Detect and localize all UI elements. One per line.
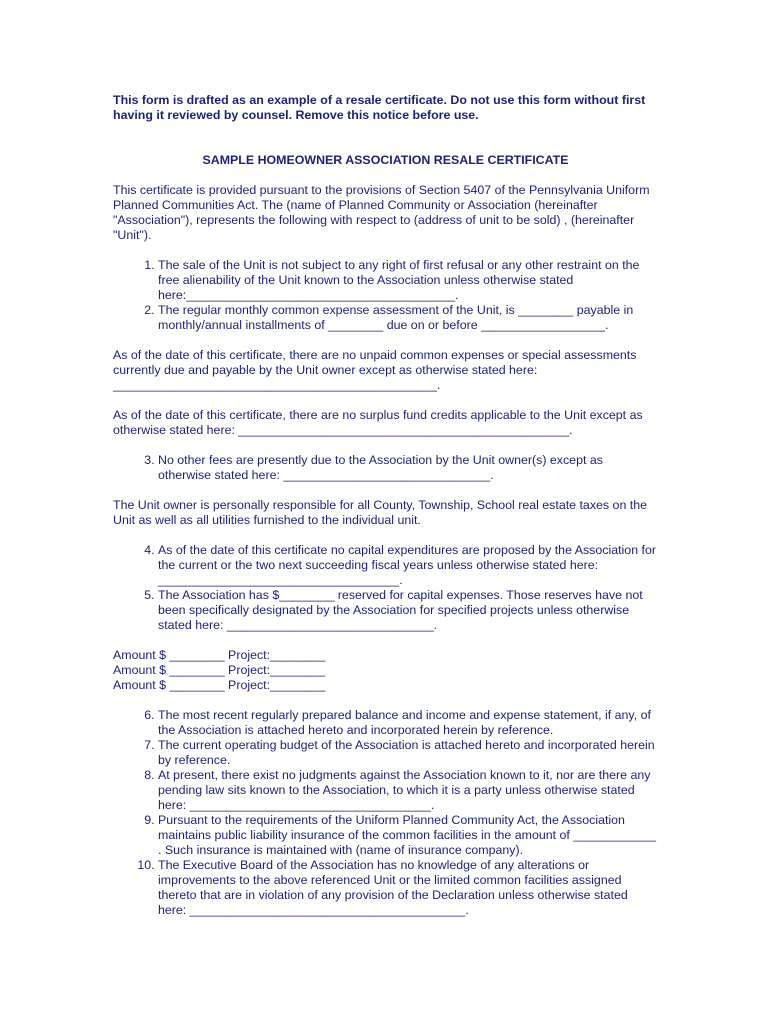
draft-notice: This form is drafted as an example of a resale certificate. Do not use this form without first having it reviewed by counsel. Remove this notice before use.: [113, 93, 646, 122]
unpaid-expenses-paragraph: As of the date of this certificate, there are no unpaid common expenses or special assessments currently due and payable by the Unit owner except as otherwise stated here: _______________________________________________.: [113, 348, 637, 392]
list-item-1: 1. The sale of the Unit is not subject to any right of first refusal or any other restraint on the free alienability of the Unit known to the Association unless otherwise stated here:_______________________________________.: [158, 258, 658, 303]
amount-project-lines: [113, 648, 658, 693]
list-section-2: [113, 453, 658, 483]
list-section-3: [113, 543, 658, 633]
amount-line-2: Amount $ ________ Project:________: [113, 663, 326, 677]
document-title: SAMPLE HOMEOWNER ASSOCIATION RESALE CERTIFICATE: [202, 153, 569, 167]
surplus-credits-paragraph: As of the date of this certificate, there are no surplus fund credits applicable to the Unit except as otherwise stated here: ________________________________________________.: [113, 408, 643, 437]
list-item-3: 3. No other fees are presently due to the Association by the Unit owner(s) except as otherwise stated here: ______________________________.: [158, 453, 658, 483]
list-item-7: 7. The current operating budget of the Association is attached hereto and incorporated herein by reference.: [158, 738, 658, 768]
amount-line-1: Amount $ ________ Project:________: [113, 648, 326, 662]
list-section-4: [113, 708, 658, 918]
list-item-8: 8. At present, there exist no judgments against the Association known to it, nor are there any pending law sits known to the Association, to which it is a party unless otherwise stated here: ___________________________________.: [158, 768, 658, 813]
taxes-paragraph: The Unit owner is personally responsible for all County, Township, School real estate taxes on the Unit as well as all utilities furnished to the individual unit.: [113, 498, 647, 527]
intro-paragraph: This certificate is provided pursuant to the provisions of Section 5407 of the Pennsylvania Uniform Planned Communities Act. The (name of Planned Community or Association (hereinafter "Association"), represents the following with respect to (address of unit to be sold) , (hereinafter "Unit").: [113, 183, 650, 242]
list-section-1: [113, 258, 658, 333]
list-item-10: 10. The Executive Board of the Association has no knowledge of any alterations or improvements to the above referenced Unit or the limited common facilities assigned thereto that are in violation of any provision of the Declaration unless otherwise stated here: ________________________________________.: [158, 858, 658, 918]
document-body: [113, 93, 658, 933]
list-item-2: 2. The regular monthly common expense assessment of the Unit, is ________ payable in monthly/annual installments of ________ due on or before __________________.: [158, 303, 658, 333]
list-item-9: 9. Pursuant to the requirements of the Uniform Planned Community Act, the Association maintains public liability insurance of the common facilities in the amount of ____________ . Such insurance is maintained with (name of insurance company).: [158, 813, 658, 858]
list-item-5: 5. The Association has $________ reserved for capital expenses. Those reserves have not been specifically designated by the Association for specified projects unless otherwise stated here: ______________________________.: [158, 588, 658, 633]
list-item-4: 4. As of the date of this certificate no capital expenditures are proposed by the Association for the current or the two next succeeding fiscal years unless otherwise stated here: ___________________________________.: [158, 543, 658, 588]
list-item-6: 6. The most recent regularly prepared balance and income and expense statement, if any, of the Association is attached hereto and incorporated herein by reference.: [158, 708, 658, 738]
amount-line-3: Amount $ ________ Project:________: [113, 678, 326, 692]
